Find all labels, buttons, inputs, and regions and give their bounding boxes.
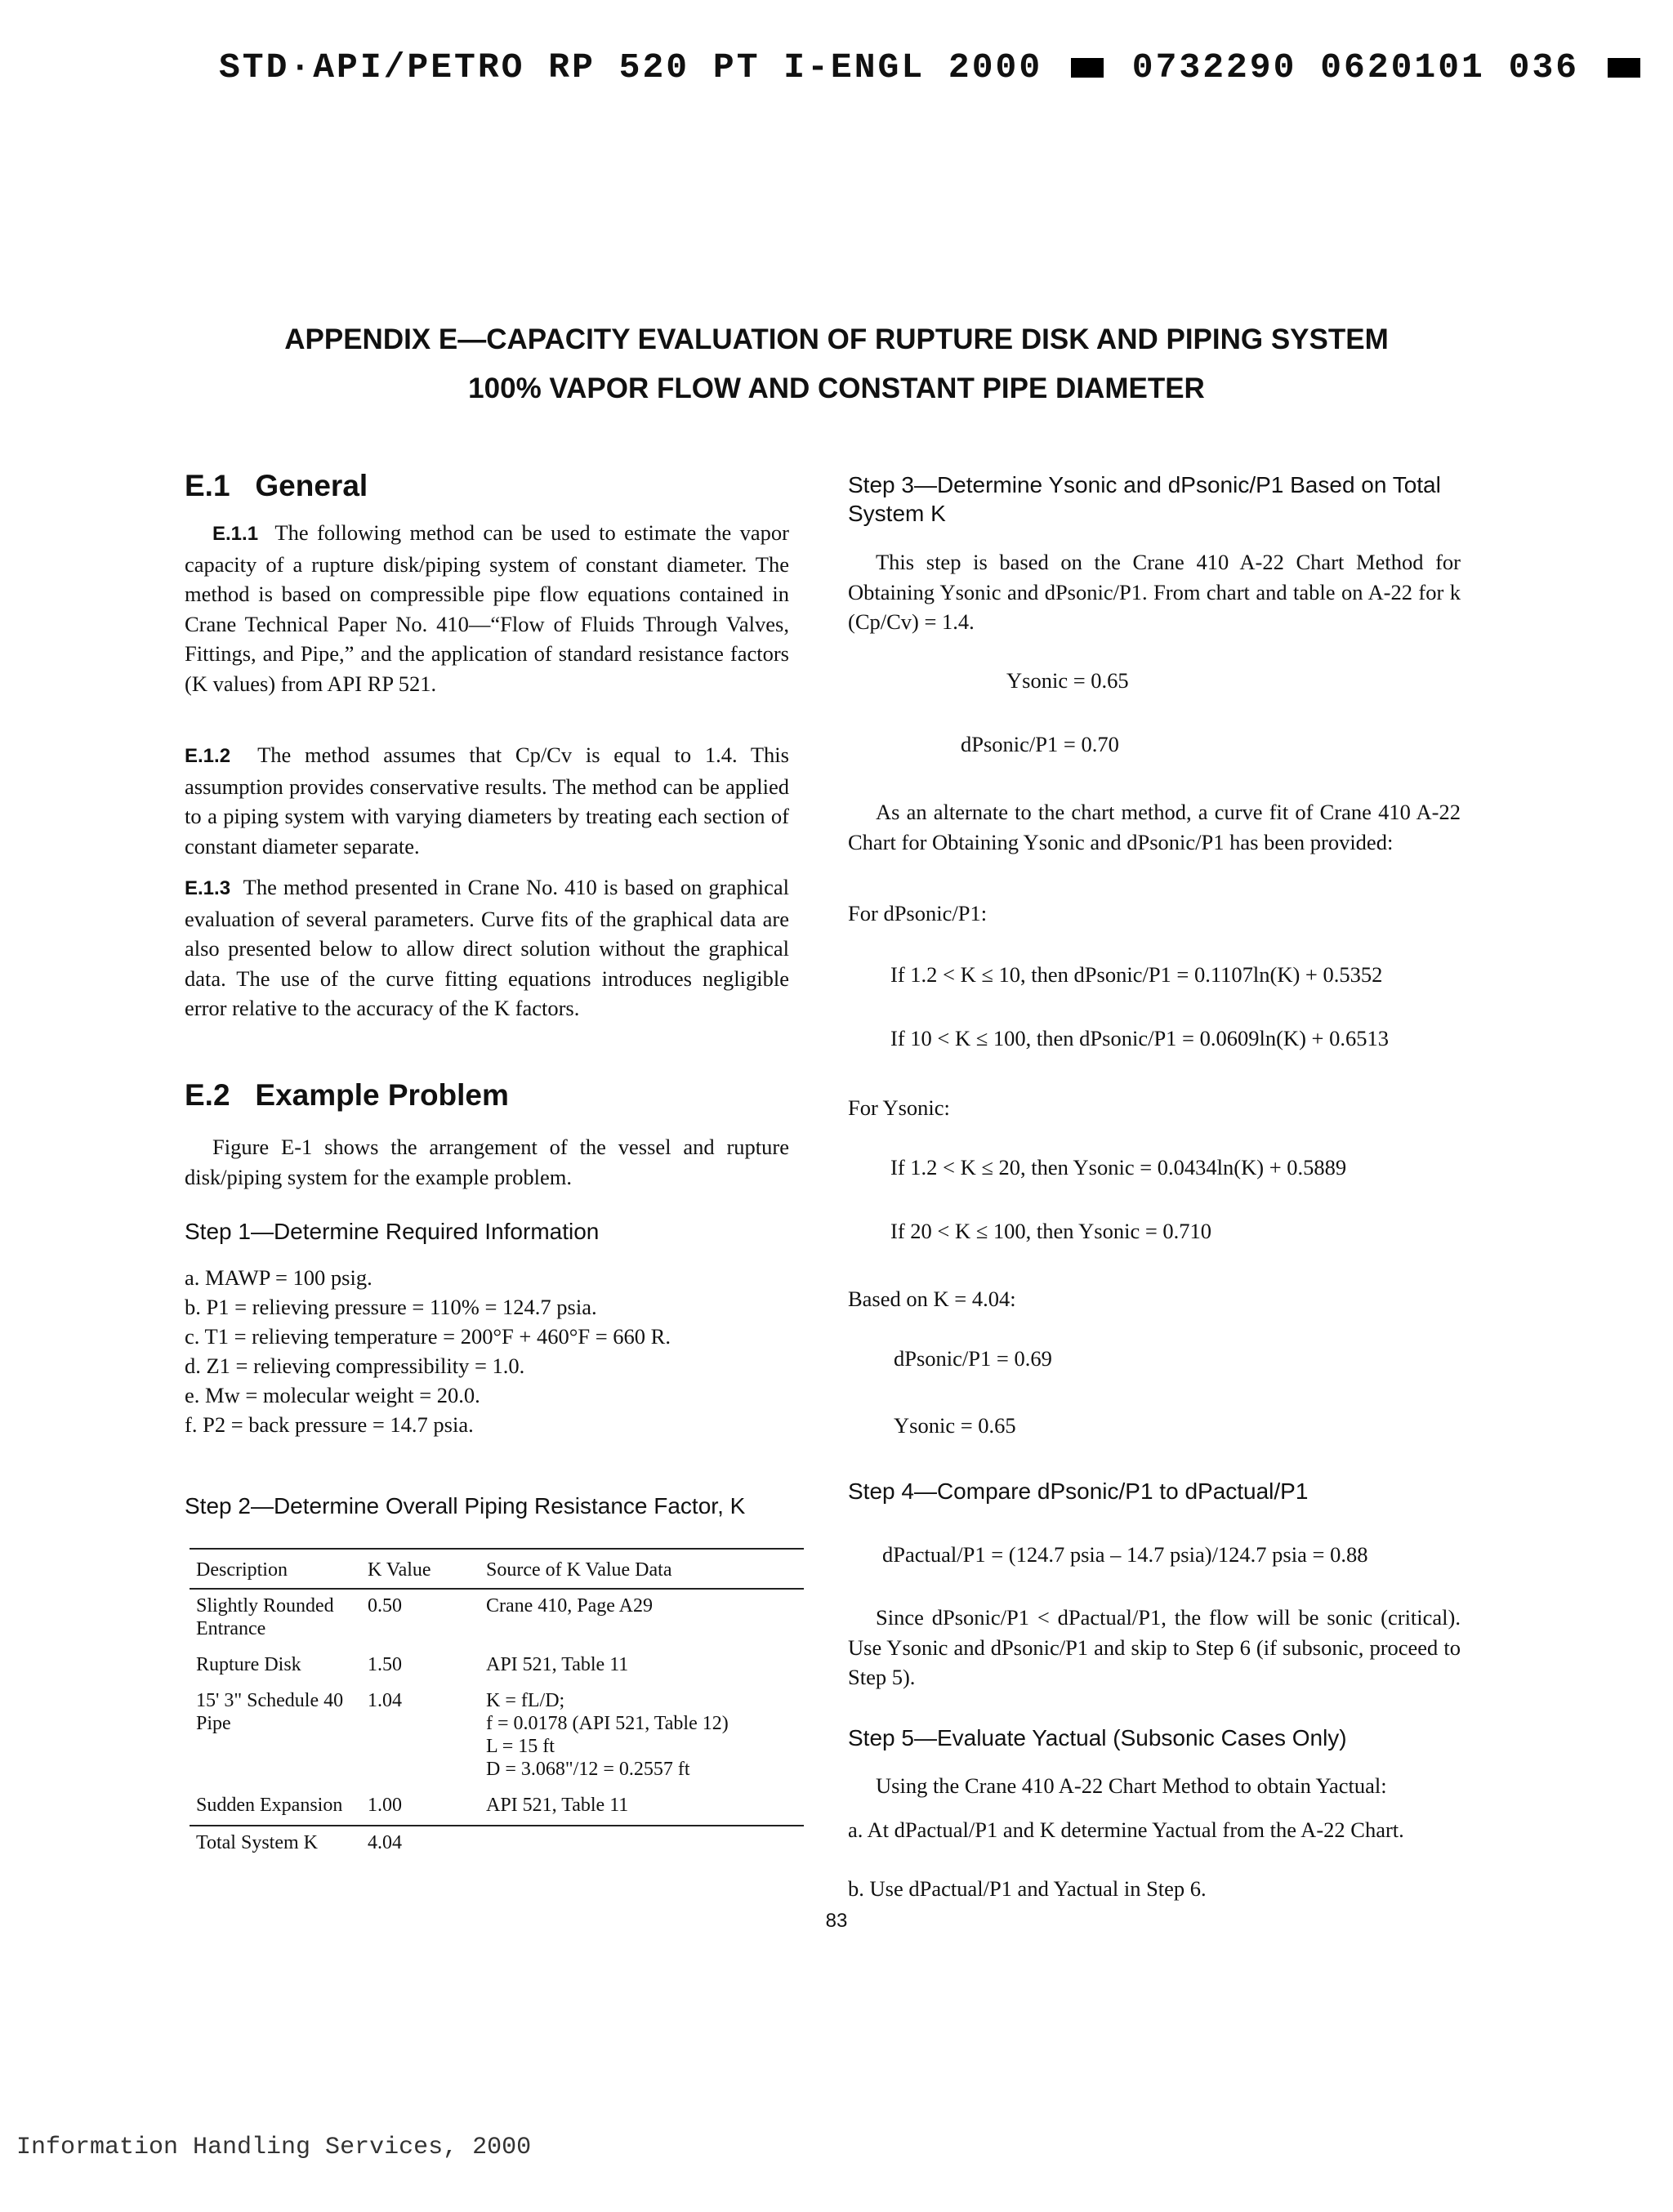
paragraph-text: The method presented in Crane No. 410 is based on graphical evaluation of several parameters. Curve fits of the graphical data are also presented below to allow direct solution without the graphical data. The use of the curve fitting equations introduces negligible error relative to the accuracy of the K factors. bbox=[185, 875, 790, 1020]
appendix-subtitle: 100% VAPOR FLOW AND CONSTANT PIPE DIAMETER bbox=[468, 372, 1205, 404]
section-title: General bbox=[255, 469, 368, 502]
equation-dpactual: dPactual/P1 = (124.7 psia – 14.7 psia)/124.7 psia = 0.88 bbox=[882, 1542, 1368, 1567]
list-item: f. P2 = back pressure = 14.7 psia. bbox=[185, 1412, 474, 1437]
header-block-mark bbox=[1071, 58, 1104, 78]
table-row bbox=[190, 1684, 804, 1789]
description-cell: Rupture Disk bbox=[196, 1654, 301, 1675]
for-ysonic-label: For Ysonic: bbox=[848, 1095, 950, 1120]
paragraph-e2-intro: Figure E-1 shows the arrangement of the vessel and rupture disk/piping system for the example problem. bbox=[185, 1135, 789, 1189]
header-control-number: 0732290 0620101 036 bbox=[1131, 47, 1580, 87]
section-heading-e2 bbox=[185, 1078, 789, 1113]
step-3-heading: Step 3—Determine Ysonic and dPsonic/P1 Based on Total System K bbox=[848, 472, 1441, 526]
k-value-cell: 1.04 bbox=[368, 1690, 402, 1711]
total-label-cell: Total System K bbox=[190, 1826, 368, 1862]
column-header: Source of K Value Data bbox=[453, 1549, 804, 1589]
section-number: E.1 bbox=[185, 469, 230, 502]
step-5-heading: Step 5—Evaluate Yactual (Subsonic Cases Only) bbox=[848, 1725, 1347, 1750]
paragraph-e1-3 bbox=[185, 872, 789, 1023]
footer-source: Information Handling Services, 2000 bbox=[16, 2134, 532, 2161]
paragraph-e1-1 bbox=[185, 518, 789, 698]
required-information-list bbox=[185, 1263, 789, 1439]
description-cell: Sudden Expansion bbox=[196, 1795, 343, 1816]
list-item: a. MAWP = 100 psig. bbox=[185, 1265, 373, 1290]
step-3-paragraph: This step is based on the Crane 410 A-22 Chart Method for Obtaining Ysonic and dPsonic/P1. From chart and table on A-22 for k (Cp/Cv) = 1.4. bbox=[848, 550, 1461, 634]
paragraph-e1-2 bbox=[185, 740, 789, 861]
curve-fit-equation: If 1.2 < K ≤ 10, then dPsonic/P1 = 0.1107ln(K) + 0.5352 bbox=[890, 962, 1383, 987]
section-title: Example Problem bbox=[255, 1078, 509, 1112]
curve-fit-paragraph: As an alternate to the chart method, a curve fit of Crane 410 A-22 Chart for Obtaining Ysonic and dPsonic/P1 has been provided: bbox=[848, 800, 1461, 854]
curve-fit-equation: If 20 < K ≤ 100, then Ysonic = 0.710 bbox=[890, 1219, 1212, 1243]
table-row bbox=[190, 1648, 804, 1684]
page-number: 83 bbox=[825, 1910, 848, 1932]
source-cell: Crane 410, Page A29 bbox=[486, 1595, 653, 1617]
paragraph-number: E.1.1 bbox=[212, 523, 259, 545]
step-5-item-b: b. Use dPactual/P1 and Yactual in Step 6. bbox=[848, 1876, 1207, 1901]
list-item: c. T1 = relieving temperature = 200°F + 460°F = 660 R. bbox=[185, 1324, 671, 1349]
based-on-k-label: Based on K = 4.04: bbox=[848, 1287, 1016, 1311]
result-dpsonic: dPsonic/P1 = 0.69 bbox=[894, 1346, 1052, 1371]
description-cell: 15' 3" Schedule 40 Pipe bbox=[196, 1690, 344, 1734]
paragraph-text: The following method can be used to estimate the vapor capacity of a rupture disk/piping system of constant diameter. The method is based on compressible pipe flow equations contained in Crane Technical Paper No. 410—“Flow of Fluids Through Valves, Fittings, and Pipe,” and the application of standard resistance factors (K values) from API RP 521. bbox=[185, 520, 789, 696]
k-value-table bbox=[190, 1548, 804, 1862]
table-row bbox=[190, 1789, 804, 1826]
step-1-heading: Step 1—Determine Required Information bbox=[185, 1219, 600, 1244]
column-header: Description bbox=[190, 1549, 368, 1589]
step-5-item-a: a. At dPactual/P1 and K determine Yactual from the A-22 Chart. bbox=[848, 1817, 1404, 1842]
k-value-cell: 1.50 bbox=[368, 1654, 402, 1675]
list-item: d. Z1 = relieving compressibility = 1.0. bbox=[185, 1354, 525, 1378]
step-5-paragraph: Using the Crane 410 A-22 Chart Method to obtain Yactual: bbox=[876, 1773, 1387, 1798]
step-4-paragraph: Since dPsonic/P1 < dPactual/P1, the flow will be sonic (critical). Use Ysonic and dPsonic/P1 and skip to Step 6 (if subsonic, proceed to Step 5). bbox=[848, 1605, 1461, 1689]
document-header-code bbox=[219, 47, 1645, 87]
column-header: K Value bbox=[368, 1549, 453, 1589]
source-cell: API 521, Table 11 bbox=[486, 1795, 629, 1816]
source-cell: API 521, Table 11 bbox=[486, 1654, 629, 1675]
appendix-title: APPENDIX E—CAPACITY EVALUATION OF RUPTURE DISK AND PIPING SYSTEM bbox=[284, 323, 1389, 355]
equation-ysonic: Ysonic = 0.65 bbox=[1006, 668, 1129, 693]
list-item: b. P1 = relieving pressure = 110% = 124.7 psia. bbox=[185, 1295, 597, 1319]
source-cell: K = fL/D; f = 0.0178 (API 521, Table 12) L = 15 ft D = 3.068"/12 = 0.2557 ft bbox=[486, 1690, 729, 1780]
k-value-cell: 1.00 bbox=[368, 1795, 402, 1816]
curve-fit-equation: If 10 < K ≤ 100, then dPsonic/P1 = 0.0609ln(K) + 0.6513 bbox=[890, 1026, 1389, 1050]
total-k-cell: 4.04 bbox=[368, 1826, 453, 1862]
table-header-row bbox=[190, 1549, 804, 1589]
step-2-heading: Step 2—Determine Overall Piping Resistance Factor, K bbox=[185, 1493, 746, 1519]
for-dpsonic-label: For dPsonic/P1: bbox=[848, 901, 988, 925]
paragraph-text: The method assumes that Cp/Cv is equal to 1.4. This assumption provides conservative results. The method can be applied to a piping system with varying diameters by treating each section of constant diameter separate. bbox=[185, 743, 789, 858]
description-cell: Slightly Rounded Entrance bbox=[196, 1595, 334, 1639]
curve-fit-equation: If 1.2 < K ≤ 20, then Ysonic = 0.0434ln(K) + 0.5889 bbox=[890, 1155, 1347, 1180]
section-number: E.2 bbox=[185, 1078, 230, 1112]
equation-dpsonic: dPsonic/P1 = 0.70 bbox=[961, 732, 1119, 756]
table-row bbox=[190, 1589, 804, 1648]
list-item: e. Mw = molecular weight = 20.0. bbox=[185, 1383, 480, 1407]
header-block-mark bbox=[1608, 58, 1640, 78]
section-heading-e1 bbox=[185, 469, 789, 503]
table-total-row bbox=[190, 1826, 804, 1862]
result-ysonic: Ysonic = 0.65 bbox=[894, 1413, 1016, 1438]
paragraph-number: E.1.3 bbox=[185, 877, 231, 899]
k-value-cell: 0.50 bbox=[368, 1595, 402, 1617]
header-standard-id: STD·API/PETRO RP 520 PT I-ENGL 2000 bbox=[219, 47, 1043, 87]
paragraph-number: E.1.2 bbox=[185, 745, 231, 767]
step-4-heading: Step 4—Compare dPsonic/P1 to dPactual/P1 bbox=[848, 1478, 1309, 1504]
